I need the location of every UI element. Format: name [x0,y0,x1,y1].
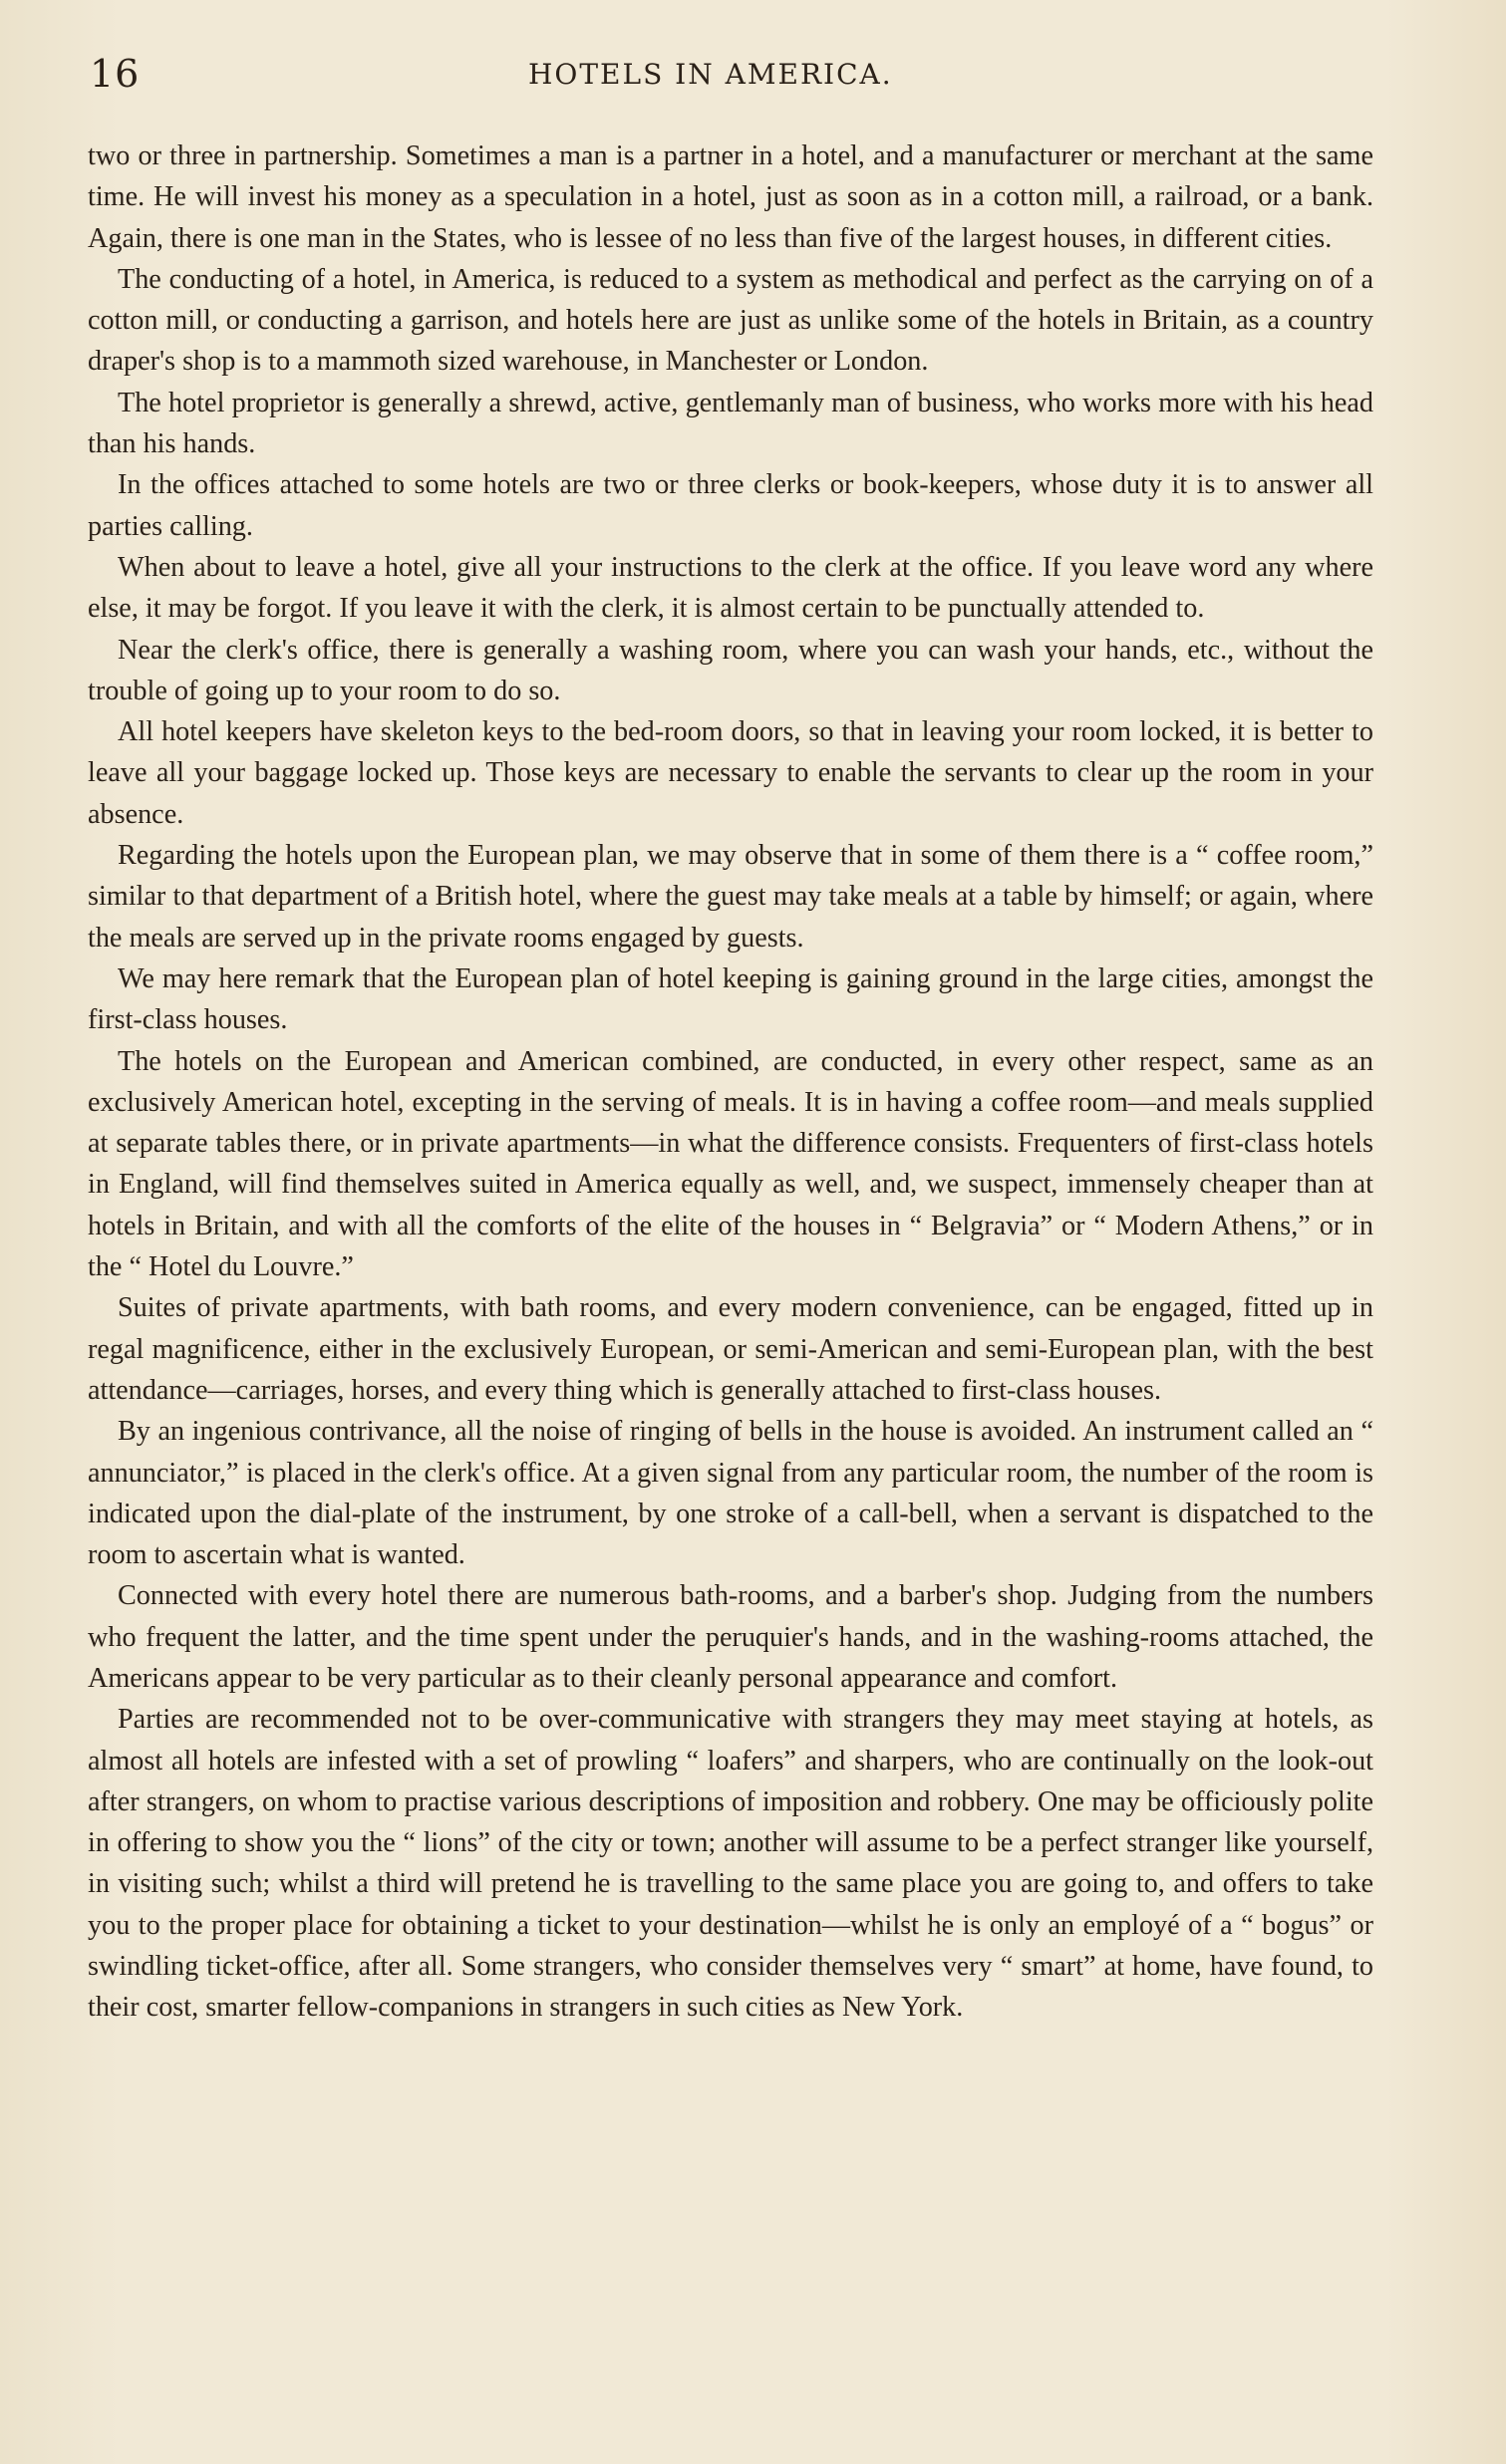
paragraph: All hotel keepers have skeleton keys to the bed-room doors, so that in leaving your room locked, it is better to leave all your baggage locked up. Those keys are necessary to enable the servants to clear up the room in your absence. [88,716,1373,830]
paragraph: Parties are recommended not to be over-communicative with strangers they may meet staying at hotels, as almost all hotels are infested with a set of prowling “ loafers” and sharpers, who are continually on the look-out after strangers, on whom to practise various descriptions of imposition and robbery. One may be officiously polite in offering to show you the “ lions” of the city or town; another will assume to be a perfect stranger like yourself, in visiting such; whilst a third will pretend he is travelling to the same place you are going to, and offers to take you to the proper place for obtaining a ticket to your destination—whilst he is only an employé of a “ bogus” or swindling ticket-office, after all. Some strangers, who consider themselves very “ smart” at home, have found, to their cost, smarter fellow-companions in strangers in such cities as New York. [88,1704,1373,2024]
paragraph: We may here remark that the European plan of hotel keeping is gaining ground in the large cities, amongst the first-class houses. [88,962,1373,1036]
running-title: HOTELS IN AMERICA. [528,58,893,91]
paragraph: two or three in partnership. Sometimes a man is a partner in a hotel, and a manufacturer or merchant at the same time. He will invest his money as a speculation in a hotel, just as soon as in a cotton mill, a railroad, or a bank. Again, there is one man in the States, who is lessee of no less than five of the largest houses, in different cities. [88,140,1373,254]
paragraph: The conducting of a hotel, in America, is reduced to a system as methodical and perfect as the carrying on of a cotton mill, or conducting a garrison, and hotels here are just as unlike some of the hotels in Britain, as a country draper's shop is to a mammoth sized warehouse, in Manchester or London. [88,263,1373,378]
paragraph: By an ingenious contrivance, all the noise of ringing of bells in the house is avoided. An instrument called an “ annunciator,” is placed in the clerk's office. At a given signal from any particular room, the number of the room is indicated upon the dial-plate of the instrument, by one stroke of a call-bell, when a servant is dispatched to the room to ascertain what is wanted. [88,1416,1373,1571]
page-number: 16 [90,52,141,96]
paragraph: Regarding the hotels upon the European plan, we may observe that in some of them there is a “ coffee room,” similar to that department of a British hotel, where the guest may take meals at a table by himself; or again, where the meals are served up in the private rooms engaged by guests. [88,840,1373,954]
paragraph: Near the clerk's office, there is generally a washing room, where you can wash your hands, etc., without the trouble of going up to your room to do so. [88,634,1373,706]
paragraph: Suites of private apartments, with bath rooms, and every modern convenience, can be engaged, fitted up in regal magnificence, either in the exclusively European, or semi-American and semi-European plan, with the best attendance—carriages, horses, and every thing which is generally attached to first-class houses. [88,1292,1373,1406]
paragraph: The hotel proprietor is generally a shrewd, active, gentlemanly man of business, who works more with his head than his hands. [88,387,1373,460]
body-text [88,136,1373,2029]
paragraph: The hotels on the European and American combined, are conducted, in every other respect, same as an exclusively American hotel, excepting in the serving of meals. It is in having a coffee room—and meals supplied at separate tables there, or in private apartments—in what the difference consists. Frequenters of first-class hotels in England, will find themselves suited in America equally as well, and, we suspect, immensely cheaper than at hotels in Britain, and with all the comforts of the elite of the houses in “ Belgravia” or “ Modern Athens,” or in the “ Hotel du Louvre.” [88,1045,1373,1283]
paragraph: When about to leave a hotel, give all your instructions to the clerk at the office. If you leave word any where else, it may be forgot. If you leave it with the clerk, it is almost certain to be punctually attended to. [88,551,1373,625]
paragraph: Connected with every hotel there are numerous bath-rooms, and a barber's shop. Judging from the numbers who frequent the latter, and the time spent under the peruquier's hands, and in the washing-rooms attached, the Americans appear to be very particular as to their cleanly personal appearance and comfort. [88,1580,1373,1694]
paragraph: In the offices attached to some hotels are two or three clerks or book-keepers, whose duty it is to answer all parties calling. [88,469,1373,542]
page-header [90,52,1380,112]
